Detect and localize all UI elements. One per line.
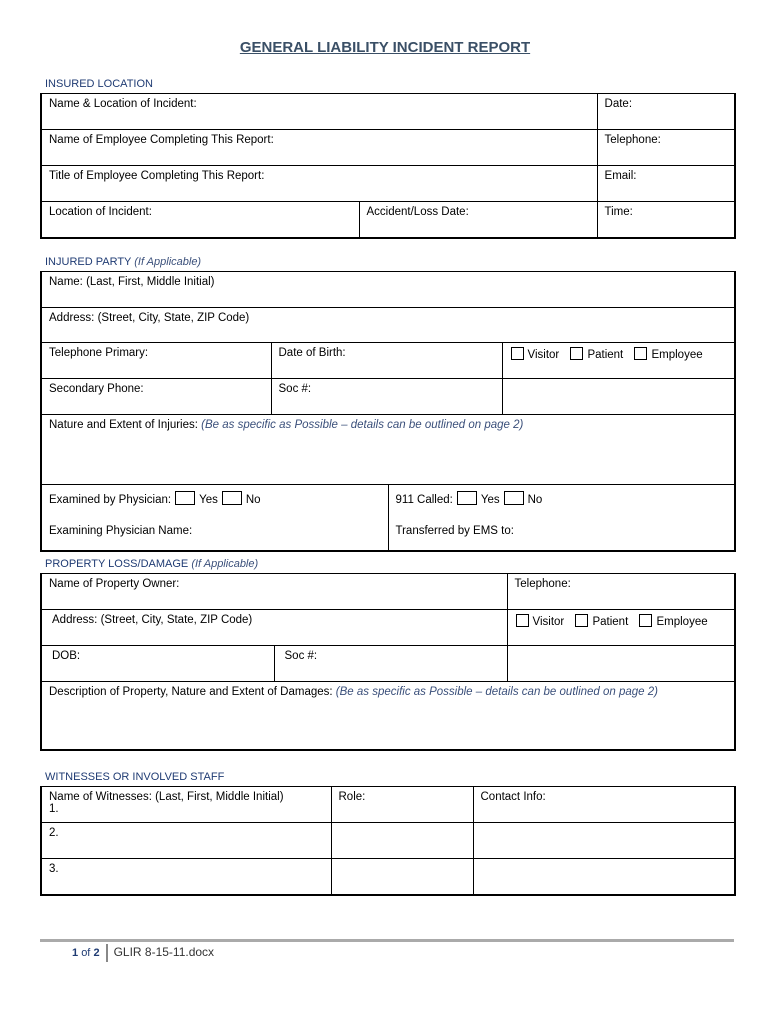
empty-cell [502, 379, 735, 415]
secondary-phone-field[interactable]: Secondary Phone: [41, 379, 271, 415]
witness-3-field[interactable]: 3. [41, 859, 331, 895]
name-location-field[interactable]: Name & Location of Incident: [41, 94, 597, 130]
witness-3-role[interactable] [331, 859, 473, 895]
911-no-checkbox[interactable] [504, 491, 524, 505]
examined-yes-checkbox[interactable] [175, 491, 195, 505]
footer [72, 944, 214, 962]
time-field[interactable]: Time: [597, 202, 735, 238]
transferred-field[interactable]: Transferred by EMS to: [388, 519, 735, 551]
property-patient-checkbox[interactable] [575, 614, 588, 627]
property-dob-field[interactable]: DOB: [41, 646, 274, 682]
property-soc-field[interactable]: Soc #: [274, 646, 507, 682]
page-title: GENERAL LIABILITY INCIDENT REPORT [239, 39, 531, 56]
date-field[interactable]: Date: [597, 94, 735, 130]
injured-party-table [40, 271, 736, 552]
insured-location-table [40, 93, 736, 239]
property-table [40, 573, 736, 751]
section-heading-insured: INSURED LOCATION [45, 78, 153, 90]
property-owner-field[interactable]: Name of Property Owner: [41, 574, 507, 610]
phone-primary-field[interactable]: Telephone Primary: [41, 343, 271, 379]
page-number: 1 [72, 946, 79, 959]
examined-no-checkbox[interactable] [222, 491, 242, 505]
section-heading-property: PROPERTY LOSS/DAMAGE (If Applicable) [45, 558, 259, 570]
dob-field[interactable]: Date of Birth: [271, 343, 502, 379]
injuries-field[interactable]: Nature and Extent of Injuries: (Be as specific as Possible – details can be outlined on page 2) [41, 415, 735, 485]
party-type-checkboxes: Visitor Patient Employee [502, 343, 735, 379]
property-address-field[interactable]: Address: (Street, City, State, ZIP Code) [41, 610, 507, 646]
email-field[interactable]: Email: [597, 166, 735, 202]
examined-row: Examined by Physician: Yes No [41, 485, 388, 519]
visitor-checkbox[interactable] [511, 347, 524, 360]
witnesses-table [40, 786, 736, 896]
location-field[interactable]: Location of Incident: [41, 202, 359, 238]
witness-1-field[interactable]: Name of Witnesses: (Last, First, Middle Initial) 1. [41, 787, 331, 823]
911-row: 911 Called: Yes No [388, 485, 735, 519]
witness-role-header[interactable]: Role: [331, 787, 473, 823]
page-total: 2 [93, 946, 100, 959]
section-heading-injured: INJURED PARTY (If Applicable) [45, 256, 202, 268]
empty-cell [507, 646, 735, 682]
property-visitor-checkbox[interactable] [516, 614, 529, 627]
property-employee-checkbox[interactable] [639, 614, 652, 627]
injured-name-field[interactable]: Name: (Last, First, Middle Initial) [41, 272, 735, 308]
section-heading-witnesses: WITNESSES OR INVOLVED STAFF [45, 771, 225, 783]
file-name: GLIR 8-15-11.docx [113, 944, 215, 959]
page-of: of [81, 946, 91, 959]
witness-contact-header[interactable]: Contact Info: [473, 787, 735, 823]
property-party-checkboxes: Visitor Patient Employee [507, 610, 735, 646]
patient-checkbox[interactable] [570, 347, 583, 360]
loss-date-field[interactable]: Accident/Loss Date: [359, 202, 597, 238]
property-description-field[interactable]: Description of Property, Nature and Extent of Damages: (Be as specific as Possible – details can be outlined on page 2) [41, 682, 735, 750]
witness-2-contact[interactable] [473, 823, 735, 859]
witness-3-contact[interactable] [473, 859, 735, 895]
employee-checkbox[interactable] [634, 347, 647, 360]
footer-separator [106, 944, 108, 962]
employee-title-field[interactable]: Title of Employee Completing This Report: [41, 166, 597, 202]
property-telephone-field[interactable]: Telephone: [507, 574, 735, 610]
witness-2-role[interactable] [331, 823, 473, 859]
footer-divider [40, 939, 734, 942]
employee-name-field[interactable]: Name of Employee Completing This Report: [41, 130, 597, 166]
witness-2-field[interactable]: 2. [41, 823, 331, 859]
soc-field[interactable]: Soc #: [271, 379, 502, 415]
telephone-field[interactable]: Telephone: [597, 130, 735, 166]
911-yes-checkbox[interactable] [457, 491, 477, 505]
physician-name-field[interactable]: Examining Physician Name: [41, 519, 388, 551]
injured-address-field[interactable]: Address: (Street, City, State, ZIP Code) [41, 308, 735, 343]
